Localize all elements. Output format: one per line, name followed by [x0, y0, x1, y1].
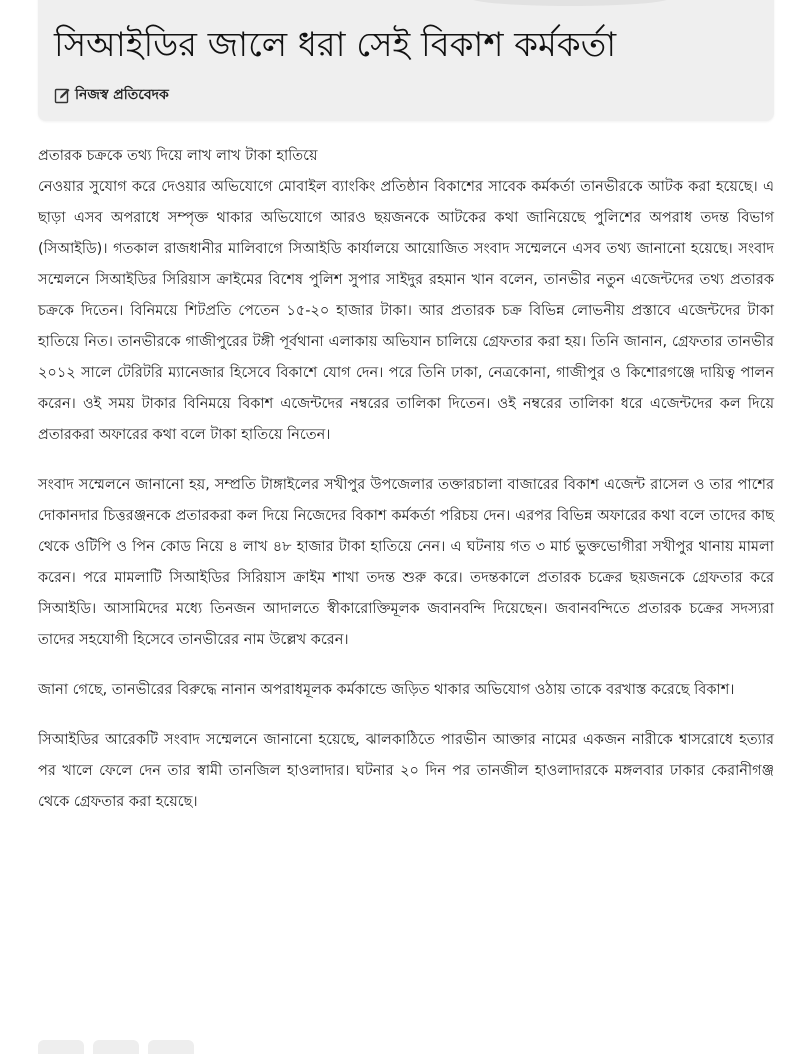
footer-tab[interactable]: [148, 1040, 194, 1054]
byline: [54, 83, 169, 107]
paragraph: সংবাদ সম্মেলনে জানানো হয়, সম্প্রতি টাঙ্গাইলের সখীপুর উপজেলার তক্তারচালা বাজারের বিকাশ এজেন্ট রাসেল ও তার পাশের দোকানদার চিত্তরঞ্জনকে প্রতারকরা কল দিয়ে নিজেদের বিকাশ কর্মকর্তা পরিচয় দেন। এরপর বিভিন্ন অফারের কথা বলে তাদের কাছ থেকে ওটিপি ও পিন কোড নিয়ে ৪ লাখ ৪৮ হাজার টাকা হাতিয়ে নেন। এ ঘটনায় গত ৩ মার্চ ভুক্তভোগীরা সখীপুর থানায় মামলা করেন। পরে মামলাটি সিআইডির সিরিয়াস ক্রাইম শাখা তদন্ত শুরু করে। তদন্তকালে প্রতারক চক্রের ছয়জনকে গ্রেফতার করে সিআইডি। আসামিদের মধ্যে তিনজন আদালতে স্বীকারোক্তিমূলক জবানবন্দি দিয়েছেন। জবানবন্দিতে প্রতারক চক্রের সদস্যরা তাদের সহযোগী হিসেবে তানভীরের নাম উল্লেখ করেন।: [38, 477, 774, 648]
paragraph: নেওয়ার সুযোগ করে দেওয়ার অভিযোগে মোবাইল ব্যাংকিং প্রতিষ্ঠান বিকাশের সাবেক কর্মকর্তা তানভীরকে আটক করা হয়েছে। এ ছাড়া এসব অপরাধে সম্পৃক্ত থাকার অভিযোগে আরও ছয়জনকে আটকের কথা জানিয়েছে পুলিশের অপরাধ তদন্ত বিভাগ (সিআইডি)। গতকাল রাজধানীর মালিবাগে সিআইডি কার্যালয়ে আয়োজিত সংবাদ সম্মেলনে এসব তথ্য জানানো হয়েছে। সংবাদ সম্মেলনে সিআইডির সিরিয়াস ক্রাইমের বিশেষ পুলিশ সুপার সাইদুর রহমান খান বলেন, তানভীর নতুন এজেন্টদের তথ্য প্রতারক চক্রকে দিতেন। বিনিময়ে শিটপ্রতি পেতেন ১৫-২০ হাজার টাকা। আর প্রতারক চক্র বিভিন্ন লোভনীয় প্রস্তাবে এজেন্টদের টাকা হাতিয়ে নিত। তানভীরকে গাজীপুরের টঙ্গী পূর্বথানা এলাকায় অভিযান চালিয়ে গ্রেফতার করা হয়। তিনি জানান, গ্রেফতার তানভীর ২০১২ সালে টেরিটরি ম্যানেজার হিসেবে বিকাশে যোগ দেন। পরে তিনি ঢাকা, নেত্রকোনা, গাজীপুর ও কিশোরগঞ্জে দায়িত্ব পালন করেন। ওই সময় টাকার বিনিময়ে বিকাশ এজেন্টদের নম্বরের তালিকা দিতেন। ওই নম্বরের তালিকা ধরে এজেন্টদের কল দিয়ে প্রতারকরা অফারের কথা বলে টাকা হাতিয়ে নিতেন।: [38, 179, 774, 443]
edit-icon: [54, 87, 71, 104]
article-body: [38, 141, 774, 837]
page-title: সিআইডির জালে ধরা সেই বিকাশ কর্মকর্তা: [54, 25, 617, 65]
paragraph: জানা গেছে, তানভীরের বিরুদ্ধে নানান অপরাধমূলক কর্মকান্ডে জড়িত থাকার অভিযোগ ওঠায় তাকে বরখাস্ত করেছে বিকাশ।: [38, 682, 735, 698]
byline-author: নিজস্ব প্রতিবেদক: [75, 87, 169, 103]
footer-tab[interactable]: [93, 1040, 139, 1054]
footer-tabs: [38, 1040, 194, 1054]
paragraph: সিআইডির আরেকটি সংবাদ সম্মেলনে জানানো হয়েছে, ঝালকাঠিতে পারভীন আক্তার নামের একজন নারীকে শ্বাসরোধে হত্যার পর খালে ফেলে দেন তার স্বামী তানজিল হাওলাদার। ঘটনার ২০ দিন পর তানজীল হাওলাদারকে মঙ্গলবার ঢাকার কেরানীগঞ্জ থেকে গ্রেফতার করা হয়েছে।: [38, 732, 774, 810]
footer-tab[interactable]: [38, 1040, 84, 1054]
lead-line: প্রতারক চক্রকে তথ্য দিয়ে লাখ লাখ টাকা হাতিয়ে: [38, 148, 318, 164]
